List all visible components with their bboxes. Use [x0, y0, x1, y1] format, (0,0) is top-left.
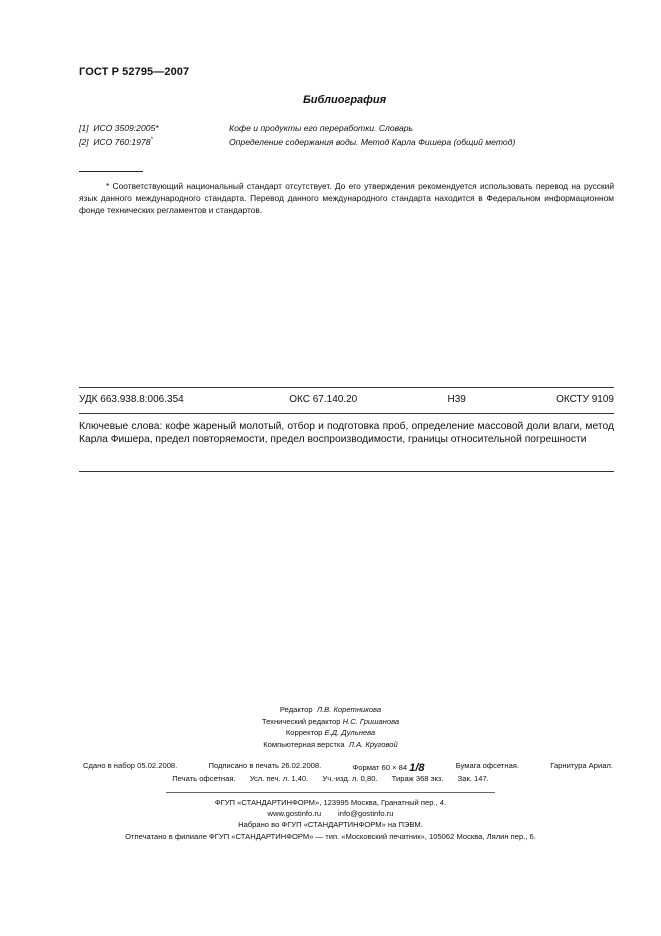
print-format: Формат 60 × 84 1/8 — [352, 762, 425, 774]
print-details-row-1 — [83, 761, 613, 773]
credit-editor: Редактор Л.В. Коретникова — [279, 705, 382, 714]
print-order: Зак. 147. — [457, 774, 489, 783]
footnote — [79, 181, 614, 216]
bibliography-title: Библиография — [303, 94, 387, 106]
divider-bottom — [79, 471, 614, 472]
publisher-address: ФГУП «СТАНДАРТИНФОРМ», 123995 Москва, Гранатный пер., 4. — [214, 798, 447, 807]
keywords — [79, 420, 614, 446]
entry-number: [2] — [79, 137, 89, 147]
credit-corrector: Корректор Е.Д. Дульнева — [285, 728, 376, 738]
publisher-contacts — [0, 808, 661, 819]
entry-reference: ИСО 760:1978 — [93, 137, 151, 147]
publisher-rule — [166, 792, 495, 793]
print-printing: Печать офсетная. — [172, 774, 236, 783]
entry-title: Кофе и продукты его переработки. Словарь — [229, 123, 414, 133]
okstu-code: ОКСТУ 9109 — [556, 394, 614, 405]
footnote-rule — [79, 171, 143, 172]
print-sheets: Усл. печ. л. 1,40. — [249, 774, 309, 783]
print-circulation: Тираж 368 экз. — [391, 774, 444, 783]
udk-code: УДК 663.938.8:006.354 — [79, 394, 184, 405]
footnote-text: * Соответствующий национальный стандарт отсутствует. До его утверждения рекомендуется использовать перевод на русский язык данного международного стандарта. Перевод данного международного стандарта находится в Федеральном информационном фонде технических регламентов и стандартов. — [79, 181, 614, 215]
publisher-site[interactable]: www.gostinfo.ru — [267, 809, 322, 819]
print-font: Гарнитура Ариал. — [550, 761, 613, 770]
bibliography-entry — [79, 137, 515, 147]
credits-block — [0, 704, 661, 750]
publisher-typeset: Набрано во ФГУП «СТАНДАРТИНФОРМ» на ПЭВМ. — [238, 820, 423, 830]
publisher-email[interactable]: info@gostinfo.ru — [338, 809, 394, 819]
divider-top — [79, 387, 614, 388]
bibliography-entry — [79, 123, 413, 133]
oks-code: ОКС 67.140.20 — [289, 394, 358, 405]
divider-middle — [79, 413, 614, 414]
group-code: Н39 — [447, 394, 466, 405]
print-details-row-2 — [0, 774, 661, 783]
entry-number: [1] — [79, 123, 89, 133]
entry-sup: * — [150, 137, 153, 144]
print-pub-sheets: Уч.-изд. л. 0,80. — [322, 774, 378, 783]
print-signed: Подписано в печать 26.02.2008. — [208, 761, 322, 770]
document-header: ГОСТ Р 52795—2007 — [79, 66, 190, 78]
entry-title: Определение содержания воды. Метод Карла Фишера (общий метод) — [229, 137, 516, 147]
format-fraction: 1/8 — [409, 762, 425, 774]
entry-reference: ИСО 3509:2005* — [93, 123, 159, 133]
print-paper: Бумага офсетная. — [455, 761, 520, 770]
keywords-text: кофе жареный молотый, отбор и подготовка проб, определение массовой доли влаги, метод Карла Фишера, предел повторяемости, предел воспроизводимости, границы относительной погрешности — [79, 421, 614, 445]
credit-layout: Компьютерная верстка Л.А. Круговой — [263, 739, 398, 749]
keywords-label: Ключевые слова: — [79, 421, 163, 432]
print-sent: Сдано в набор 05.02.2008. — [83, 761, 178, 770]
publisher-block — [0, 797, 661, 842]
classification-row — [79, 394, 614, 405]
publisher-printed: Отпечатано в филиале ФГУП «СТАНДАРТИНФОРМ» — тип. «Московский печатник», 105062 Москва, Лялин пер., 6. — [125, 831, 536, 841]
credit-tech-editor: Технический редактор Н.С. Гришанова — [261, 716, 400, 726]
